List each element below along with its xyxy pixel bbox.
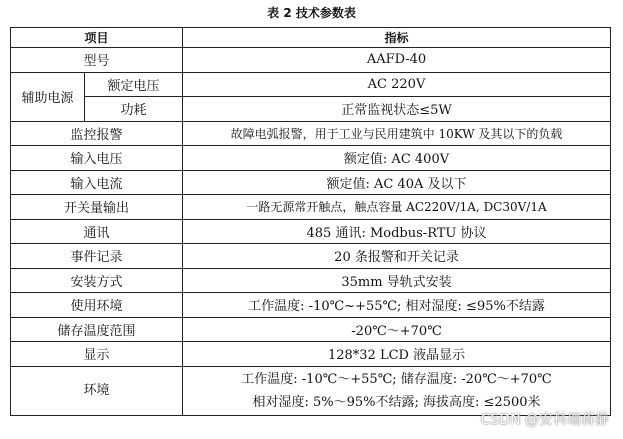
row-label-monitor-alarm: 监控报警 <box>11 121 183 146</box>
row-value-operating-env: 工作温度: -10℃~+55℃; 相对湿度: ≤95%不结露 <box>183 293 611 318</box>
row-label-communication: 通讯 <box>11 219 183 244</box>
row-value-display: 128*32 LCD 液晶显示 <box>183 342 611 367</box>
table-row <box>11 293 611 318</box>
table-row <box>11 146 611 171</box>
table-header-row <box>11 28 611 48</box>
table-row <box>11 195 611 220</box>
row-label-input-voltage: 输入电压 <box>11 146 183 171</box>
row-value-monitor-alarm: 故障电弧报警，用于工业与民用建筑中 10KW 及其以下的负载 <box>183 121 611 146</box>
table-row <box>11 72 611 97</box>
table-row <box>11 244 611 269</box>
row-value-power-consumption: 正常监视状态≤5W <box>183 97 611 122</box>
table-row <box>11 219 611 244</box>
row-label-model: 型号 <box>11 48 183 73</box>
row-value-communication: 485 通讯: Modbus-RTU 协议 <box>183 219 611 244</box>
table-row <box>11 342 611 367</box>
row-label-installation: 安装方式 <box>11 268 183 293</box>
row-sublabel-rated-voltage: 额定电压 <box>85 72 183 97</box>
row-value-input-voltage: 额定值: AC 400V <box>183 146 611 171</box>
header-spec: 指标 <box>183 28 611 48</box>
row-label-aux-power: 辅助电源 <box>11 72 85 121</box>
row-label-storage-temp: 储存温度范围 <box>11 317 183 342</box>
row-value-storage-temp: -20℃～+70℃ <box>183 317 611 342</box>
table-row <box>11 268 611 293</box>
row-value-model: AAFD-40 <box>183 48 611 73</box>
row-value-rated-voltage: AC 220V <box>183 72 611 97</box>
table-row <box>11 48 611 73</box>
environment-line-1: 工作温度: -10℃～+55℃; 储存温度: -20℃～+70℃ <box>241 371 552 387</box>
row-label-switch-output: 开关量输出 <box>11 195 183 220</box>
environment-line-2: 相对湿度: 5%～95%不结露; 海拔高度: ≤2500米 <box>252 394 541 410</box>
row-label-event-log: 事件记录 <box>11 244 183 269</box>
table-row <box>11 97 611 122</box>
table-row <box>11 121 611 146</box>
row-label-operating-env: 使用环境 <box>11 293 183 318</box>
row-value-switch-output: 一路无源常开触点，触点容量 AC220V/1A, DC30V/1A <box>183 195 611 220</box>
spec-table <box>10 27 611 416</box>
table-row <box>11 170 611 195</box>
row-value-input-current: 额定值: AC 40A 及以下 <box>183 170 611 195</box>
watermark: CSDN @安科瑞蒋静 <box>480 412 609 428</box>
row-label-display: 显示 <box>11 342 183 367</box>
row-label-environment: 环境 <box>11 366 183 415</box>
row-value-environment <box>183 366 611 415</box>
table-row <box>11 366 611 415</box>
row-label-input-current: 输入电流 <box>11 170 183 195</box>
table-title: 表 2 技术参数表 <box>267 6 356 20</box>
row-sublabel-power-consumption: 功耗 <box>85 97 183 122</box>
row-value-event-log: 20 条报警和开关记录 <box>183 244 611 269</box>
header-item: 项目 <box>11 28 183 48</box>
table-row <box>11 317 611 342</box>
row-value-installation: 35mm 导轨式安装 <box>183 268 611 293</box>
